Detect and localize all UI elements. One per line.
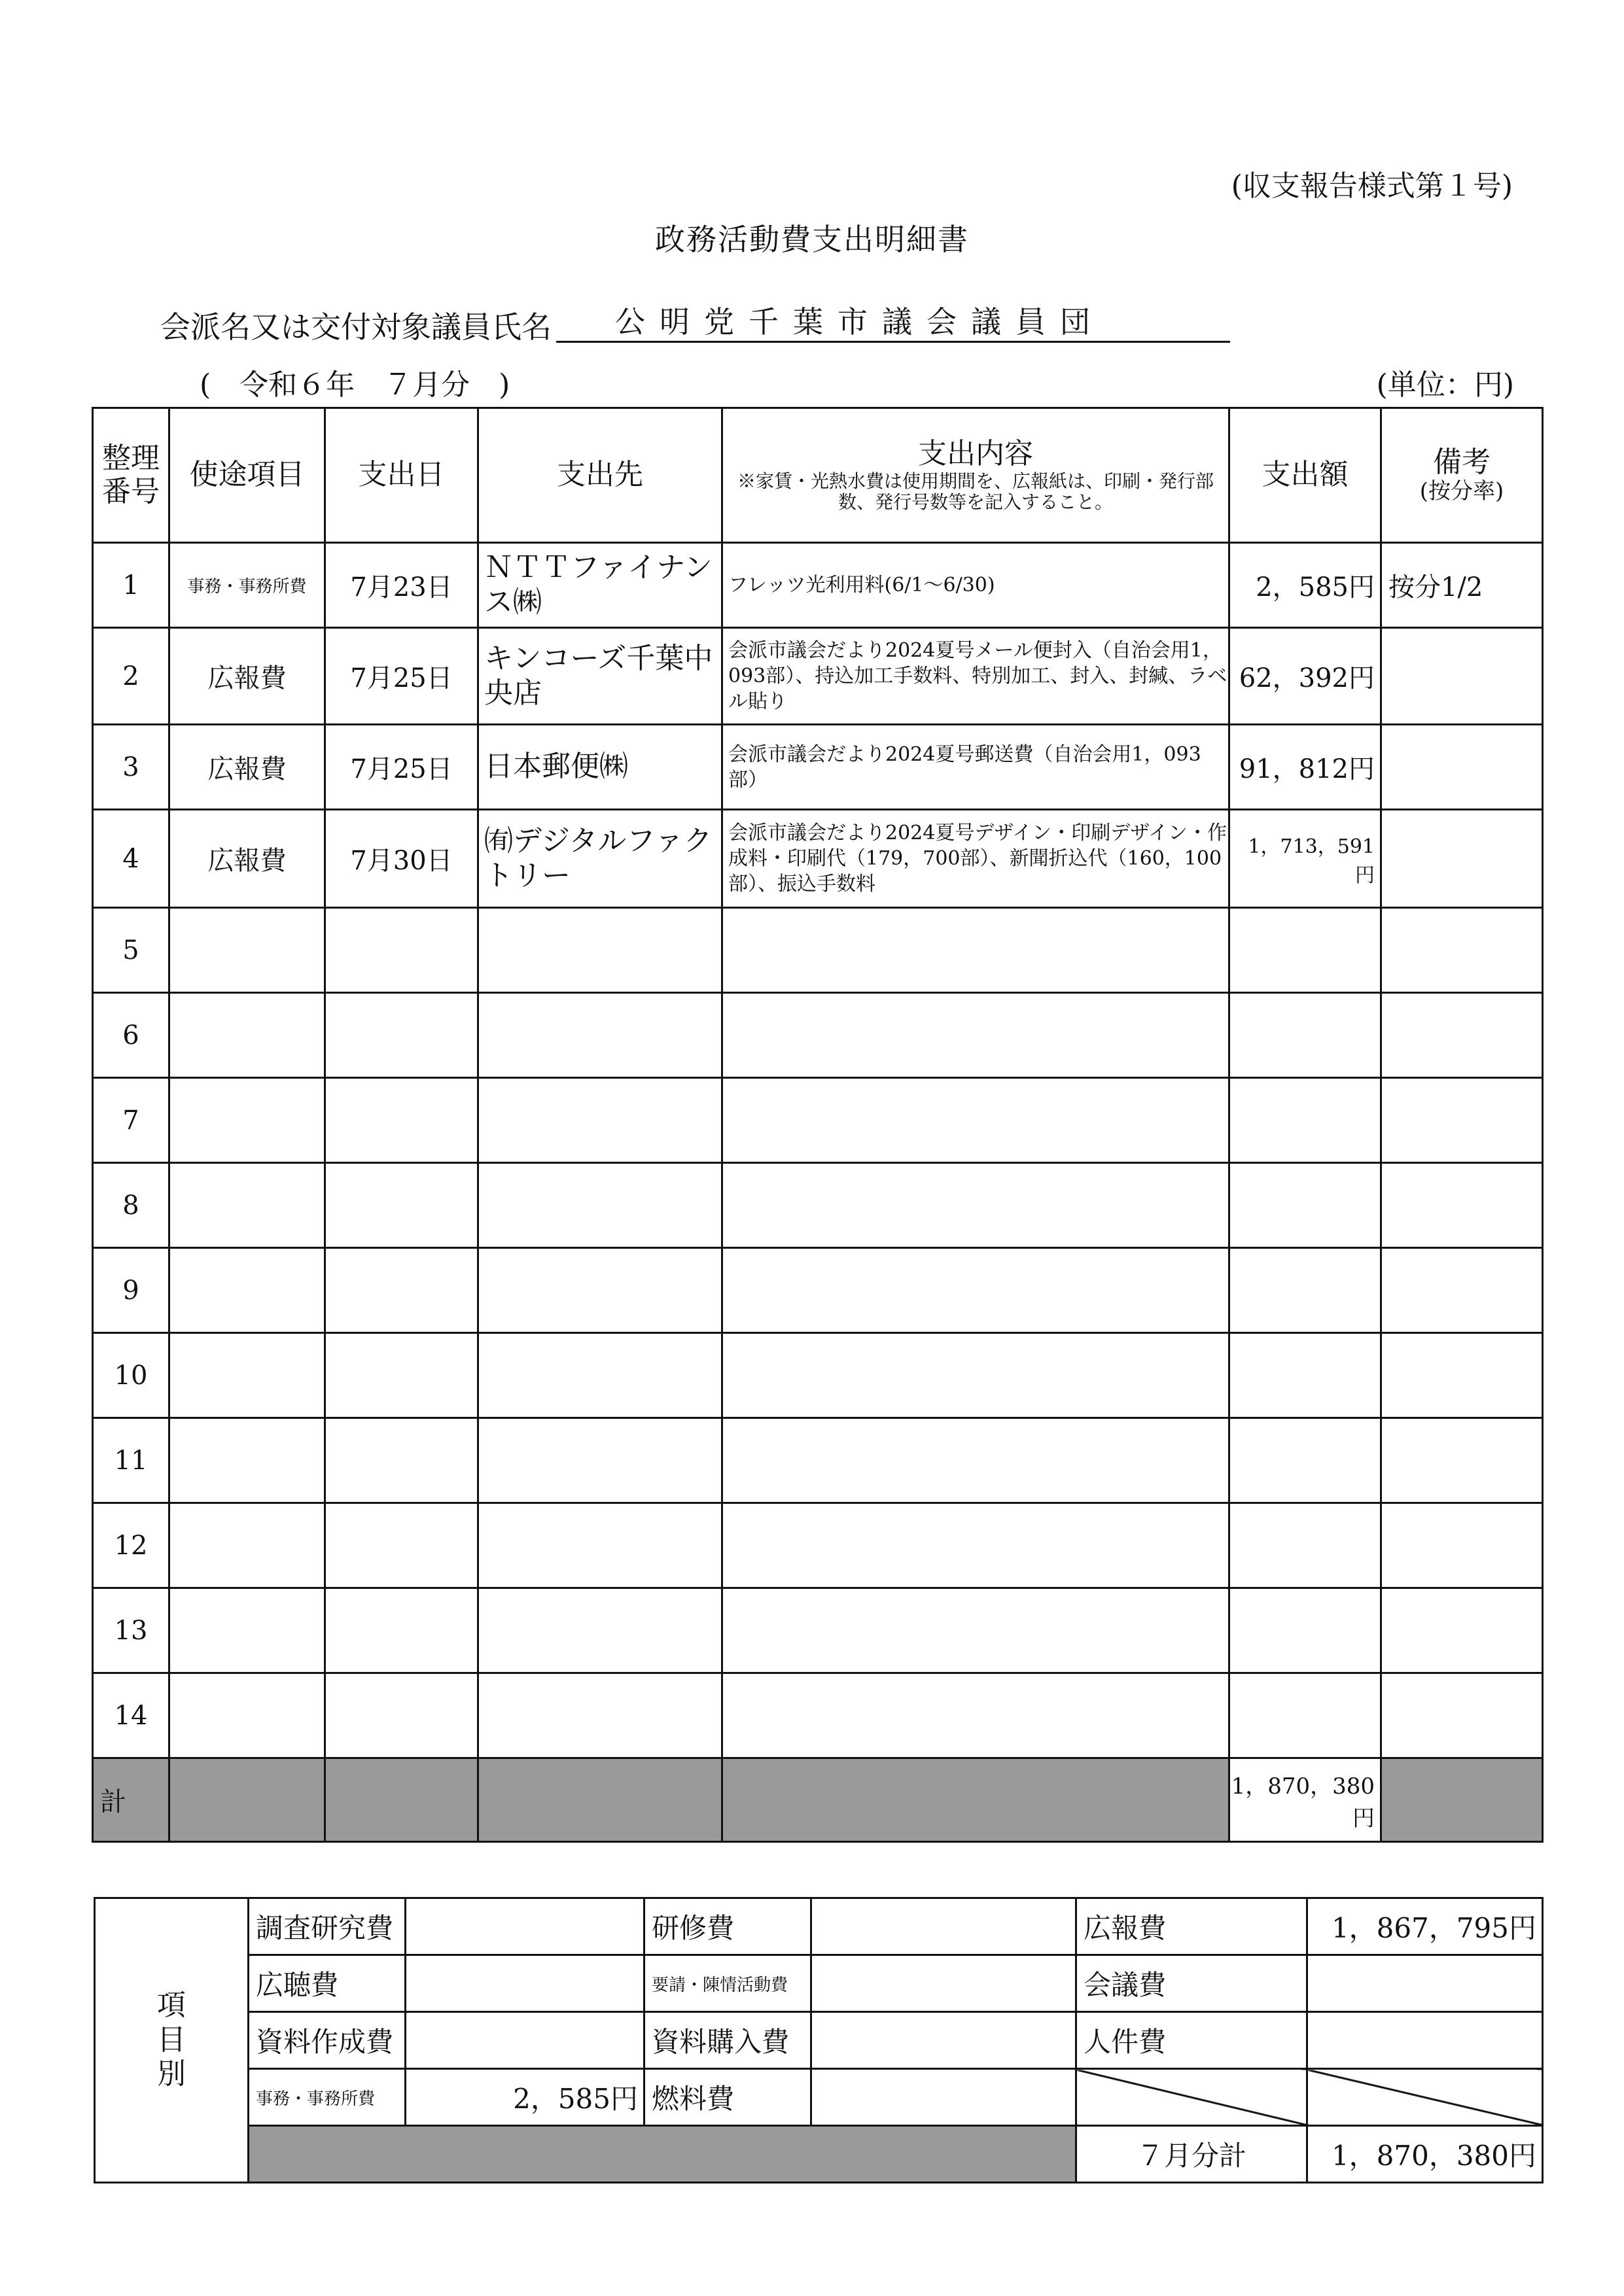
row-payee <box>478 993 722 1078</box>
row-amount <box>1229 1503 1381 1588</box>
row-amount <box>1229 993 1381 1078</box>
row-amount: 2，585円 <box>1229 543 1381 628</box>
total-filler <box>325 1758 478 1842</box>
row-content <box>722 1588 1229 1673</box>
header-content <box>722 408 1229 543</box>
row-category <box>169 1078 325 1163</box>
row-category: 広報費 <box>169 810 325 908</box>
row-content <box>722 1333 1229 1418</box>
row-content <box>722 1418 1229 1503</box>
row-remarks <box>1381 1588 1543 1673</box>
row-content: 会派市議会だより2024夏号郵送費（自治会用1，093部） <box>722 725 1229 810</box>
table-row <box>93 1248 1543 1333</box>
row-no: 11 <box>93 1418 169 1503</box>
table-row <box>93 1673 1543 1758</box>
row-content <box>722 1503 1229 1588</box>
training-label: 研修費 <box>644 1898 811 1955</box>
table-row <box>93 1163 1543 1248</box>
row-no: 10 <box>93 1333 169 1418</box>
header-payee: 支出先 <box>478 408 722 543</box>
row-amount <box>1229 1163 1381 1248</box>
unit-label: (単位：円) <box>1376 368 1514 402</box>
row-payee <box>478 1588 722 1673</box>
row-remarks <box>1381 628 1543 725</box>
name-label: 会派名又は交付対象議員氏名 <box>160 309 552 345</box>
hearing-label: 広聴費 <box>249 1955 406 2012</box>
row-date <box>325 1588 478 1673</box>
table-row <box>93 810 1543 908</box>
total-filler <box>1381 1758 1543 1842</box>
summary-side-text: 項目別 <box>157 1988 186 2091</box>
table-row <box>93 628 1543 725</box>
row-no: 12 <box>93 1503 169 1588</box>
row-amount <box>1229 908 1381 993</box>
materials-make-value <box>406 2012 644 2069</box>
month-total-value: 1，870，380円 <box>1307 2126 1543 2183</box>
summary-side-label <box>95 1898 249 2183</box>
row-no: 5 <box>93 908 169 993</box>
page-title: 政務活動費支出明細書 <box>655 222 969 257</box>
row-remarks <box>1381 1333 1543 1418</box>
crossed-cell <box>1307 2069 1543 2126</box>
name-value: 公明党千葉市議会議員団 <box>556 298 1230 343</box>
table-row <box>93 543 1543 628</box>
table-header-row <box>93 408 1543 543</box>
row-amount: 1，713，591円 <box>1229 810 1381 908</box>
office-label: 事務・事務所費 <box>249 2069 406 2126</box>
header-remarks <box>1381 408 1543 543</box>
row-remarks <box>1381 908 1543 993</box>
row-amount: 91，812円 <box>1229 725 1381 810</box>
row-date <box>325 1418 478 1503</box>
row-content <box>722 908 1229 993</box>
row-category <box>169 1248 325 1333</box>
row-remarks <box>1381 1673 1543 1758</box>
header-content-note: ※家賃・光熱水費は使用期間を、広報紙は、印刷・発行部数、発行号数等を記入すること。 <box>737 470 1214 513</box>
form-number: (収支報告様式第１号) <box>1231 169 1513 203</box>
row-date <box>325 1333 478 1418</box>
row-payee <box>478 1078 722 1163</box>
table-row <box>93 1333 1543 1418</box>
personnel-value <box>1307 2012 1543 2069</box>
row-date <box>325 1503 478 1588</box>
row-payee <box>478 1163 722 1248</box>
row-payee <box>478 1673 722 1758</box>
fuel-label: 燃料費 <box>644 2069 811 2126</box>
row-date <box>325 1248 478 1333</box>
period-label: ( 令和６年 ７月分 ) <box>200 368 510 402</box>
row-amount <box>1229 1673 1381 1758</box>
row-amount <box>1229 1333 1381 1418</box>
fuel-value <box>811 2069 1076 2126</box>
row-amount <box>1229 1078 1381 1163</box>
petition-label: 要請・陳情活動費 <box>644 1955 811 2012</box>
row-remarks <box>1381 810 1543 908</box>
row-category <box>169 993 325 1078</box>
header-amount: 支出額 <box>1229 408 1381 543</box>
row-category <box>169 1588 325 1673</box>
row-remarks: 按分1/2 <box>1381 543 1543 628</box>
row-content <box>722 1673 1229 1758</box>
total-filler <box>722 1758 1229 1842</box>
row-category <box>169 1673 325 1758</box>
row-date <box>325 1673 478 1758</box>
row-date: 7月25日 <box>325 628 478 725</box>
row-date: 7月25日 <box>325 725 478 810</box>
row-payee <box>478 1248 722 1333</box>
row-no: 6 <box>93 993 169 1078</box>
row-category <box>169 1333 325 1418</box>
row-payee: 日本郵便㈱ <box>478 725 722 810</box>
total-row <box>93 1758 1543 1842</box>
row-date <box>325 1078 478 1163</box>
row-amount <box>1229 1248 1381 1333</box>
row-date <box>325 1163 478 1248</box>
header-remarks-label: 備考 <box>1433 445 1491 479</box>
total-label: 計 <box>93 1758 169 1842</box>
row-no: 2 <box>93 628 169 725</box>
row-content <box>722 1163 1229 1248</box>
materials-make-label: 資料作成費 <box>249 2012 406 2069</box>
row-content: フレッツ光利用料(6/1～6/30) <box>722 543 1229 628</box>
table-row <box>93 1418 1543 1503</box>
materials-buy-value <box>811 2012 1076 2069</box>
row-amount <box>1229 1588 1381 1673</box>
row-category <box>169 1418 325 1503</box>
row-no: 1 <box>93 543 169 628</box>
total-filler <box>169 1758 325 1842</box>
row-amount: 62，392円 <box>1229 628 1381 725</box>
header-content-label: 支出内容 <box>918 437 1033 471</box>
row-category <box>169 908 325 993</box>
table-row <box>93 1503 1543 1588</box>
table-row <box>93 908 1543 993</box>
row-content <box>722 993 1229 1078</box>
research-value <box>406 1898 644 1955</box>
table-row <box>93 725 1543 810</box>
materials-buy-label: 資料購入費 <box>644 2012 811 2069</box>
research-label: 調査研究費 <box>249 1898 406 1955</box>
header-no: 整理番号 <box>93 408 169 543</box>
summary-shaded-area <box>249 2126 1076 2183</box>
row-remarks <box>1381 1503 1543 1588</box>
personnel-label: 人件費 <box>1076 2012 1307 2069</box>
row-remarks <box>1381 1163 1543 1248</box>
row-category: 広報費 <box>169 628 325 725</box>
row-category: 事務・事務所費 <box>169 543 325 628</box>
row-date <box>325 908 478 993</box>
row-remarks <box>1381 993 1543 1078</box>
row-no: 14 <box>93 1673 169 1758</box>
row-remarks <box>1381 1078 1543 1163</box>
header-category: 使途項目 <box>169 408 325 543</box>
meeting-label: 会議費 <box>1076 1955 1307 2012</box>
total-amount: 1，870，380円 <box>1229 1758 1381 1842</box>
pr-value: 1，867，795円 <box>1307 1898 1543 1955</box>
row-no: 8 <box>93 1163 169 1248</box>
row-no: 13 <box>93 1588 169 1673</box>
table-row <box>93 1078 1543 1163</box>
meeting-value <box>1307 1955 1543 2012</box>
row-no: 4 <box>93 810 169 908</box>
row-amount <box>1229 1418 1381 1503</box>
row-payee <box>478 908 722 993</box>
table-row <box>93 1588 1543 1673</box>
row-remarks <box>1381 725 1543 810</box>
expenditure-table <box>92 407 1544 1843</box>
row-payee: キンコーズ千葉中央店 <box>478 628 722 725</box>
row-content <box>722 1248 1229 1333</box>
header-date: 支出日 <box>325 408 478 543</box>
training-value <box>811 1898 1076 1955</box>
row-date: 7月23日 <box>325 543 478 628</box>
row-payee: ㈲デジタルファクトリー <box>478 810 722 908</box>
row-date <box>325 993 478 1078</box>
row-category <box>169 1503 325 1588</box>
row-content: 会派市議会だより2024夏号デザイン・印刷デザイン・作成料・印刷代（179，700部）、新聞折込代（160，100部）、振込手数料 <box>722 810 1229 908</box>
header-remarks-sub: (按分率) <box>1419 478 1504 505</box>
row-no: 9 <box>93 1248 169 1333</box>
office-value: 2，585円 <box>406 2069 644 2126</box>
row-remarks <box>1381 1248 1543 1333</box>
petition-value <box>811 1955 1076 2012</box>
total-filler <box>478 1758 722 1842</box>
crossed-cell <box>1076 2069 1307 2126</box>
row-no: 3 <box>93 725 169 810</box>
pr-label: 広報費 <box>1076 1898 1307 1955</box>
row-payee <box>478 1333 722 1418</box>
month-total-label: ７月分計 <box>1076 2126 1307 2183</box>
table-row <box>93 993 1543 1078</box>
hearing-value <box>406 1955 644 2012</box>
row-category: 広報費 <box>169 725 325 810</box>
row-content <box>722 1078 1229 1163</box>
summary-table <box>94 1897 1544 2183</box>
row-content: 会派市議会だより2024夏号メール便封入（自治会用1，093部）、持込加工手数料、特別加工、封入、封緘、ラベル貼り <box>722 628 1229 725</box>
row-payee <box>478 1503 722 1588</box>
row-payee: ＮＴＴファイナンス㈱ <box>478 543 722 628</box>
row-date: 7月30日 <box>325 810 478 908</box>
row-payee <box>478 1418 722 1503</box>
row-category <box>169 1163 325 1248</box>
row-remarks <box>1381 1418 1543 1503</box>
row-no: 7 <box>93 1078 169 1163</box>
